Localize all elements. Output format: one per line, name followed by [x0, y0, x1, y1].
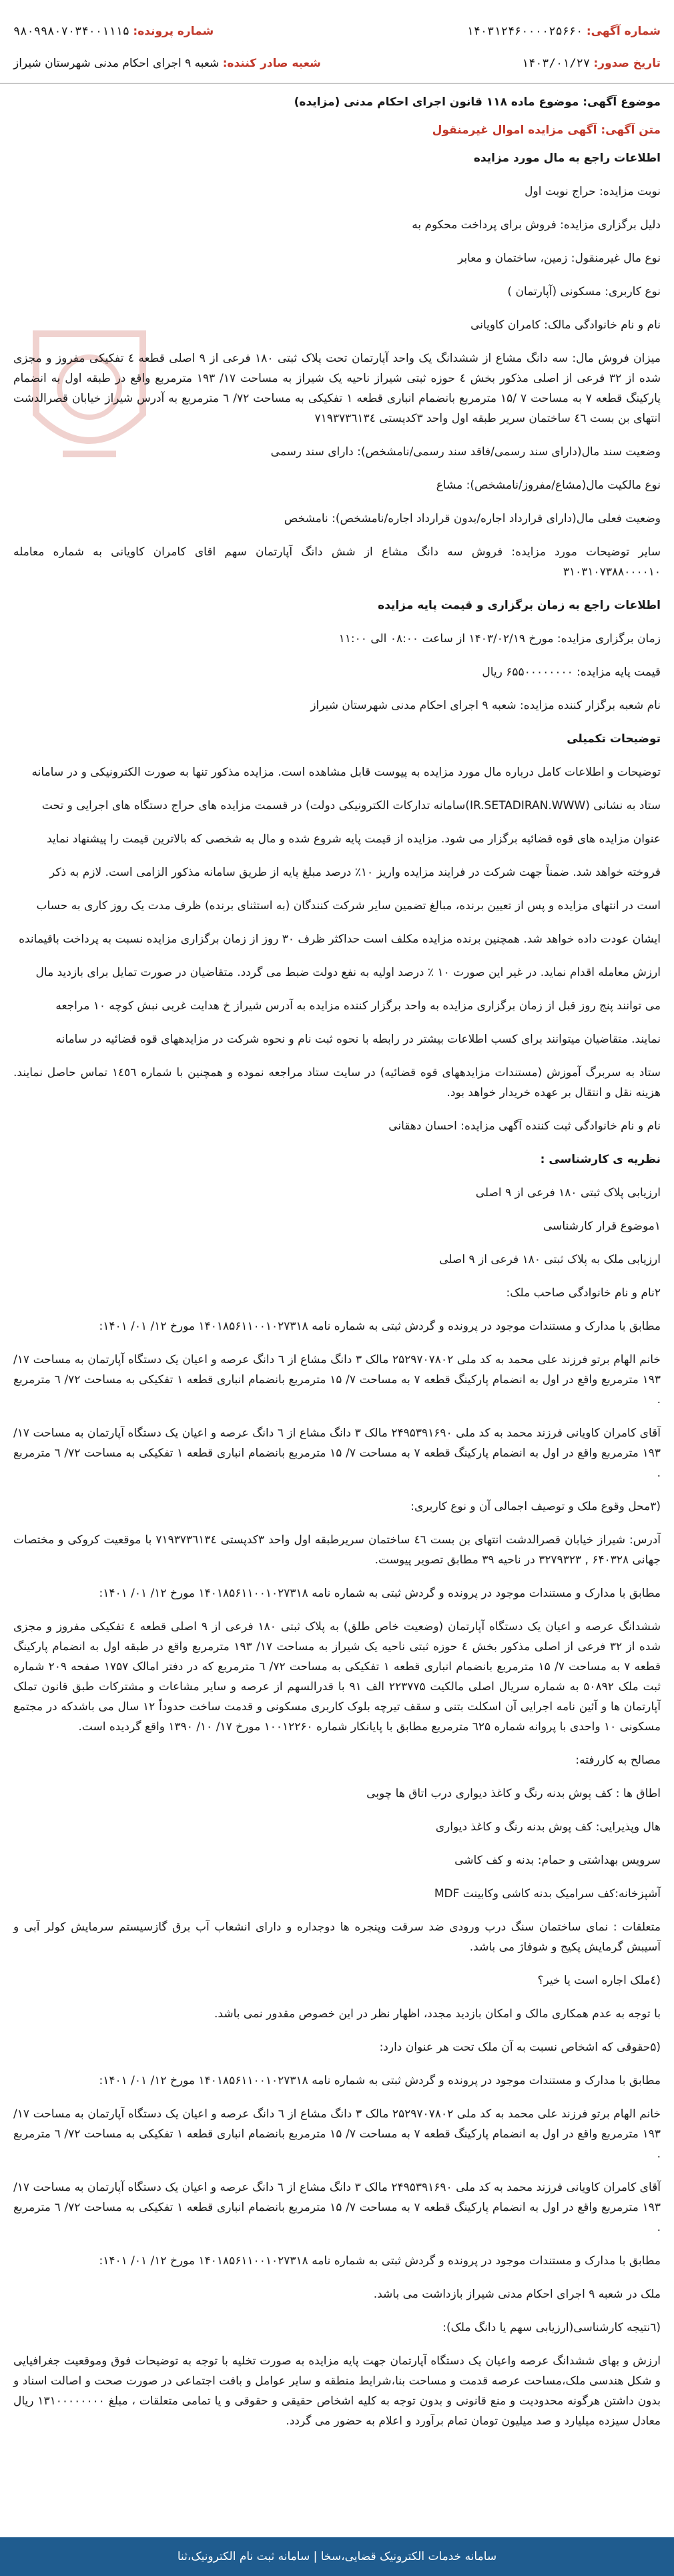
- file-number: ۹۸۰۹۹۸۰۷۰۳۴۰۰۱۱۱۵: [13, 25, 129, 38]
- branch-row: [13, 52, 321, 75]
- file-number-row: [13, 20, 214, 43]
- notice-number-row: [466, 20, 661, 43]
- appraisal-plate: ارزیابی پلاک ثبتی ۱۸۰ فرعی از ۹ اصلی: [475, 1186, 661, 1200]
- deed-status: وضعیت سند مال(دارای سند رسمی/فاقد سند رسمی/نامشخص): دارای سند رسمی: [270, 445, 661, 459]
- issue-date: ۱۴۰۳/۰۱/۲۷: [521, 57, 591, 70]
- auction-round: نوبت مزایده: حراج نوبت اول: [525, 185, 661, 198]
- expert-subject-heading: ۱موضوع قرار کارشناسی: [543, 1220, 661, 1233]
- property-description: ششدانگ عرصه و اعیان یک دستگاه آپارتمان (وضعیت خاص طلق) به پلاک ثبتی ۱۸۰ فرعی از ۹ اصلی قطعه ٤ تفکیکی مفروز و مجزی شده از ۳۲ فرعی از اصلی مذکور بخش ٤ حوزه ثبتی ناحیه یک شیراز به مساحت ۱۷/ ۱۹۳ مترمربع واقع در طبقه اول به انضمام پارکینگ قطعه ۷ به مساحت ۷/ ۱۵ مترمربع بانضمام انباری قطعه ۱ تفکیکی به مساحت ۷۲/ ٦ مترمربع که در دفتر امالک ۱۷۵۷ صفحه ۲۰۹ شماره ثبت ملک ۵۰۸۹۲ به شماره سریال اصلی مالکیت ۲۲۳۷۷۵ الف ۹۱ با قدرالسهم از عرصه و سایر مشاعات و مشترکات طبق قانون تملک آپارتمان ها و آئین نامه اجرایی آن اسکلت بتنی و سقف تیرچه بلوک کاربری مسکونی و قدمت ساخت حدوداً ۱۲ سال می باشدکه در مجتمع مسکونی ۱۰ واحدی با پروانه شماره ٦۲۵ مترمربع مطابق با پایانکار شماره ۱۰۰۱۲۲۶۰ مورخ ۱۷/ ۱۰/ ۱۳۹۰ واقع گردیده است.: [13, 1620, 661, 1734]
- sale-share: میزان فروش مال: سه دانگ مشاع از ششدانگ یک واحد آپارتمان تحت پلاک ثبتی ۱۸۰ فرعی از ۹ اصلی قطعه ٤ تفکیکی مفروز و مجزی شده از ۳۲ فرعی از اصلی مذکور بخش ٤ حوزه ثبتی شیراز ناحیه یک شیراز به مساحت ۱۷/ ۱۹۳ مترمربع واقع در طبقه اول به انضمام پارکینگ قطعه ۷ به مساحت ۷ /۱۵ مترمربع بانضمام انباری قطعه ۱ تفکیکی به مساحت ۷۲/ ٦ مترمربع به آدرس شیراز خیابان قصرالدشت انتهای بن بست ٤٦ ساختمان سریر طبقه اول واحد ۳کدپستی ۷۱۹۳۷۳٦۱۳٤: [13, 352, 661, 425]
- section-heading-notes: توضیحات تکمیلی: [567, 732, 661, 746]
- issue-date-row: [522, 52, 661, 75]
- registrar-name: نام و نام خانوادگی ثبت کننده آگهی مزایده: احسان دهقانی: [388, 1119, 661, 1133]
- base-price: قیمت پایه مزایده: ۶۵۵۰۰۰۰۰۰۰۰ ریال: [482, 666, 661, 679]
- notes-line-2: ستاد به نشانی (IR.SETADIRAN.WWW)سامانه تدارکات الکترونیکی دولت) در قسمت مزایده های حراج دستگاه های اجرایی و تحت: [41, 799, 661, 812]
- owner-2-details: آقای کامران کاویانی فرزند محمد به کد ملی ۲۴۹۵۳۹۱۶۹۰ مالک ۳ دانگ مشاع از ٦ دانگ عرصه و اعیان یک دستگاه آپارتمان به مساحت ۱۷/ ۱۹۳ مترمربع واقع در اول به انضمام پارکینگ قطعه ۷ به مساحت ۷/ ۱۵ مترمربع بانضمام انباری قطعه ۱ تفکیکی به مساحت ۷۲/ ٦ مترمربع .: [13, 1427, 661, 1480]
- current-status: وضعیت فعلی مال(دارای قرارداد اجاره/بدون قرارداد اجاره/نامشخص): نامشخص: [284, 512, 661, 525]
- other-notes: سایر توضیحات مورد مزایده: فروش سه دانگ مشاع از شش دانگ آپارتمان سهم اقای کامران کاویانی به شماره معامله ۳۱۰۳۱۰۷۳۸۸۰۰۰۰۱۰: [13, 545, 661, 579]
- notes-line-1: توضیحات و اطلاعات کامل درباره مال مورد مزایده به پیوست قابل مشاهده است. مزایده مذکور تنها به صورت الکترونیکی و در سامانه: [31, 766, 661, 779]
- organizing-branch: نام شعبه برگزار کننده مزایده: شعبه ۹ اجرای احکام مدنی شهرستان شیراز: [310, 699, 661, 712]
- notes-line-7: ارزش معامله اقدام نماید. در غیر این صورت ۱۰ ٪ درصد اولیه به نفع دولت ضبط می گردد. متقاضیان در صورت تمایل برای بازدید مال: [35, 966, 661, 979]
- owner-heading: ۲نام و نام خانوادگی صاحب ملک:: [506, 1286, 661, 1300]
- notes-line-5: است در انتهای مزایده و پس از تعیین برنده، مبالغ تضمین سایر شرکت کنندگان (به استثنای برنده) ظرف مدت یک روز کاری به حساب: [36, 899, 661, 913]
- appraisal-result: ارزش و بهای ششدانگ عرصه واعیان یک دستگاه آپارتمان جهت پایه مزایده به صورت تخلیه با توجه به توضیحات فوق وموقعیت جغرافیایی و شکل هندسی ملک،مساحت عرصه قدمت و مساحت بنا،شرایط منطقه و سایر عوامل و بافت اجتماعی در صورت صحت و اصالت اسناد و بدون داشتن هرگونه محدودیت و منع قانونی و بدون توجه به کلیه اشخاص حقیقی و حقوقی و یا تمامی متعلقات ، مبلغ ۱۳۱۰۰۰۰۰۰۰۰ ریال معادل سیزده میلیارد و صد میلیون تومان تمام برآورد و اعلام به حضور می گردد.: [13, 2354, 661, 2428]
- materials-kitchen: آشپزخانه:کف سرامیک بدنه کاشی وکابینت MDF: [434, 1887, 661, 1900]
- materials-rooms: اطاق ها : کف پوش بدنه رنگ و کاغذ دیواری درب اتاق ها چوبی: [366, 1787, 661, 1800]
- notice-number: ۱۴۰۳۱۲۴۶۰۰۰۰۲۵۶۶۰: [466, 25, 583, 38]
- footer-bar: سامانه خدمات الکترونیک قضایی،سخا | سامانه ثبت نام الکترونیک،ثنا: [0, 2537, 674, 2576]
- notes-line-3: عنوان مزایده های قوه قضائیه برگزار می شود. مزایده از قیمت پایه شروع شده و مال به شخصی که بالاترین قیمت را پیشنهاد نماید: [47, 832, 661, 846]
- owner-1-details: خانم الهام برتو فرزند علی محمد به کد ملی ۲۵۲۹۷۰۷۸۰۲ مالک ۳ دانگ مشاع از ٦ دانگ عرصه و اعیان یک دستگاه آپارتمان به مساحت ۱۷/ ۱۹۳ مترمربع واقع در اول به انضمام پارکینگ قطعه ۷ به مساحت ۷/ ۱۵ مترمربع بانضمام انباری قطعه ۱ تفکیکی به مساحت ۷۲/ ٦ مترمربع .: [13, 1353, 661, 1406]
- auction-reason: دلیل برگزاری مزایده: فروش برای پرداخت محکوم به: [412, 218, 661, 232]
- notice-body: [13, 92, 661, 2444]
- issue-date-label: تاریخ صدور:: [593, 57, 661, 70]
- notice-number-label: شماره آگهی:: [586, 25, 661, 38]
- lease-heading: (٤ملک اجاره است یا خیر؟: [537, 1974, 661, 1987]
- section-heading-time: اطلاعات راجع به زمان برگزاری و قیمت پایه مزایده: [378, 599, 661, 612]
- ownership-type: نوع مالکیت مال(مشاع/مفروز/نامشخص): مشاع: [436, 479, 661, 492]
- registry-ref-1: مطابق با مدارک و مستندات موجود در پرونده و گردش ثبتی به شماره نامه ۱۴۰۱۸۵۶۱۱۰۰۱۰۲۷۳۱۸ مورخ ۱۲/ ۰۱/ ۱۴۰۱:: [99, 1320, 661, 1333]
- materials-bathroom: سرویس بهداشتی و حمام: بدنه و کف کاشی: [454, 1854, 661, 1867]
- notes-line-8: می توانند پنج روز قبل از زمان برگزاری مزایده به واحد برگزار کننده مزایده به آدرس شیراز خ هدایت غربی نبش کوچه ۱۰ مراجعه: [55, 999, 661, 1013]
- section-heading-asset: اطلاعات راجع به مال مورد مزایده: [473, 152, 661, 165]
- materials-hall: هال وپذیرایی: کف پوش بدنه رنگ و کاغذ دیواری: [435, 1820, 661, 1834]
- registry-ref-4: مطابق با مدارک و مستندات موجود در پرونده و گردش ثبتی به شماره نامه ۱۴۰۱۸۵۶۱۱۰۰۱۰۲۷۳۱۸ مورخ ۱۲/ ۰۱/ ۱۴۰۱:: [99, 2254, 661, 2268]
- notice-subject: موضوع آگهی: موضوع ماده ۱۱۸ قانون اجرای احکام مدنی (مزایده): [294, 95, 661, 109]
- rights-heading: (۵حقوقی که اشخاص نسبت به آن ملک تحت هر عنوان دارد:: [379, 2041, 661, 2054]
- notes-line-10: ستاد به سربرگ آموزش (مستندات مزایدههای قوه قضائیه) در سایت ستاد مراجعه نموده و همچنین با شماره ۱٤٥٦ تماس حاصل نمایند. هزینه نقل و انتقال بر عهده خریدار خواهد بود.: [13, 1066, 661, 1099]
- usage-type: نوع کاربری: مسکونی (آپارتمان ): [507, 285, 661, 298]
- registry-ref-2: مطابق با مدارک و مستندات موجود در پرونده و گردش ثبتی به شماره نامه ۱۴۰۱۸۵۶۱۱۰۰۱۰۲۷۳۱۸ مورخ ۱۲/ ۰۱/ ۱۴۰۱:: [99, 1587, 661, 1600]
- lease-answer: با توجه به عدم همکاری مالک و امکان بازدید مجدد، اظهار نظر در این خصوص مقدور نمی باشد.: [214, 2007, 661, 2021]
- appurtenances: متعلقات : نمای ساختمان سنگ درب ورودی ضد سرقت وپنجره ها دوجداره و دارای انشعاب آب برق گازسیستم سرمایش کولر آبی و آسیبش گرمایش پکیج و شوفاژ می باشد.: [13, 1920, 661, 1954]
- owner-1-details-2: خانم الهام برتو فرزند علی محمد به کد ملی ۲۵۲۹۷۰۷۸۰۲ مالک ۳ دانگ مشاع از ٦ دانگ عرصه و اعیان یک دستگاه آپارتمان به مساحت ۱۷/ ۱۹۳ مترمربع واقع در اول به انضمام پارکینگ قطعه ۷ به مساحت ۷/ ۱۵ مترمربع بانضمام انباری قطعه ۱ تفکیکی به مساحت ۷۲/ ٦ مترمربع .: [13, 2107, 661, 2161]
- notice-header: [0, 0, 674, 84]
- expert-opinion-heading: نظریه ی کارشناسی :: [540, 1153, 661, 1166]
- seizure-note: ملک در شعبه ۹ اجرای احکام مدنی شیراز بازداشت می باشد.: [373, 2288, 661, 2301]
- notes-line-4: فروخته خواهد شد. ضمناً جهت شرکت در فرایند مزایده واریز ۱۰٪ درصد مبلغ پایه از طریق سامانه مذکور الزامی است. لازم به ذکر: [49, 866, 661, 879]
- auction-time: زمان برگزاری مزایده: مورخ ۱۴۰۳/۰۲/۱۹ از ساعت ۰۸:۰۰ الی ۱۱:۰۰: [338, 632, 661, 646]
- owner-name: نام و نام خانوادگی مالک: کامران کاویانی: [470, 318, 661, 332]
- file-number-label: شماره پرونده:: [133, 25, 214, 38]
- address-details: آدرس: شیراز خیابان قصرالدشت انتهای بن بست ٤٦ ساختمان سریرطبقه اول واحد ۳کدپستی ۷۱۹۳۷۳٦۱۳٤ با موقعیت کروکی و مختصات جهانی ۶۴۰۳۲۸ , ۳۲۷۹۳۲۳ در ناحیه ۳۹ مطابق تصویر پیوست.: [13, 1533, 661, 1567]
- branch-name: شعبه ۹ اجرای احکام مدنی شهرستان شیراز: [13, 57, 220, 70]
- registry-ref-3: مطابق با مدارک و مستندات موجود در پرونده و گردش ثبتی به شماره نامه ۱۴۰۱۸۵۶۱۱۰۰۱۰۲۷۳۱۸ مورخ ۱۲/ ۰۱/ ۱۴۰۱:: [99, 2074, 661, 2087]
- materials-heading: مصالح به کاررفته:: [575, 1754, 661, 1767]
- notes-line-6: ایشان عودت داده خواهد شد. همچنین برنده مزایده مکلف است حداکثر ظرف ۳۰ روز از زمان برگزاری مزایده نسبت به پرداخت باقیمانده: [19, 933, 661, 946]
- owner-2-details-2: آقای کامران کاویانی فرزند محمد به کد ملی ۲۴۹۵۳۹۱۶۹۰ مالک ۳ دانگ مشاع از ٦ دانگ عرصه و اعیان یک دستگاه آپارتمان به مساحت ۱۷/ ۱۹۳ مترمربع واقع در اول به انضمام پارکینگ قطعه ۷ به مساحت ۷/ ۱۵ مترمربع بانضمام انباری قطعه ۱ تفکیکی به مساحت ۷۲/ ٦ مترمربع .: [13, 2181, 661, 2234]
- location-heading: (۳محل وقوع ملک و توصیف اجمالی آن و نوع کاربری:: [410, 1500, 661, 1513]
- notice-title: متن آگهی: آگهی مزایده اموال غیرمنقول: [432, 123, 661, 137]
- branch-label: شعبه صادر کننده:: [222, 57, 321, 70]
- result-heading: (٦نتیجه کارشناسی(ارزیابی سهم یا دانگ ملک):: [442, 2321, 661, 2334]
- property-type: نوع مال غیرمنقول: زمین، ساختمان و معابر: [457, 252, 661, 265]
- appraisal-plate-2: ارزیابی ملک به پلاک ثبتی ۱۸۰ فرعی از ۹ اصلی: [439, 1253, 661, 1266]
- notes-line-9: نمایند. متقاضیان میتوانند برای کسب اطلاعات بیشتر در رابطه با نحوه ثبت نام و نحوه شرکت در مزایدههای قوه قضائیه در سامانه: [55, 1033, 661, 1046]
